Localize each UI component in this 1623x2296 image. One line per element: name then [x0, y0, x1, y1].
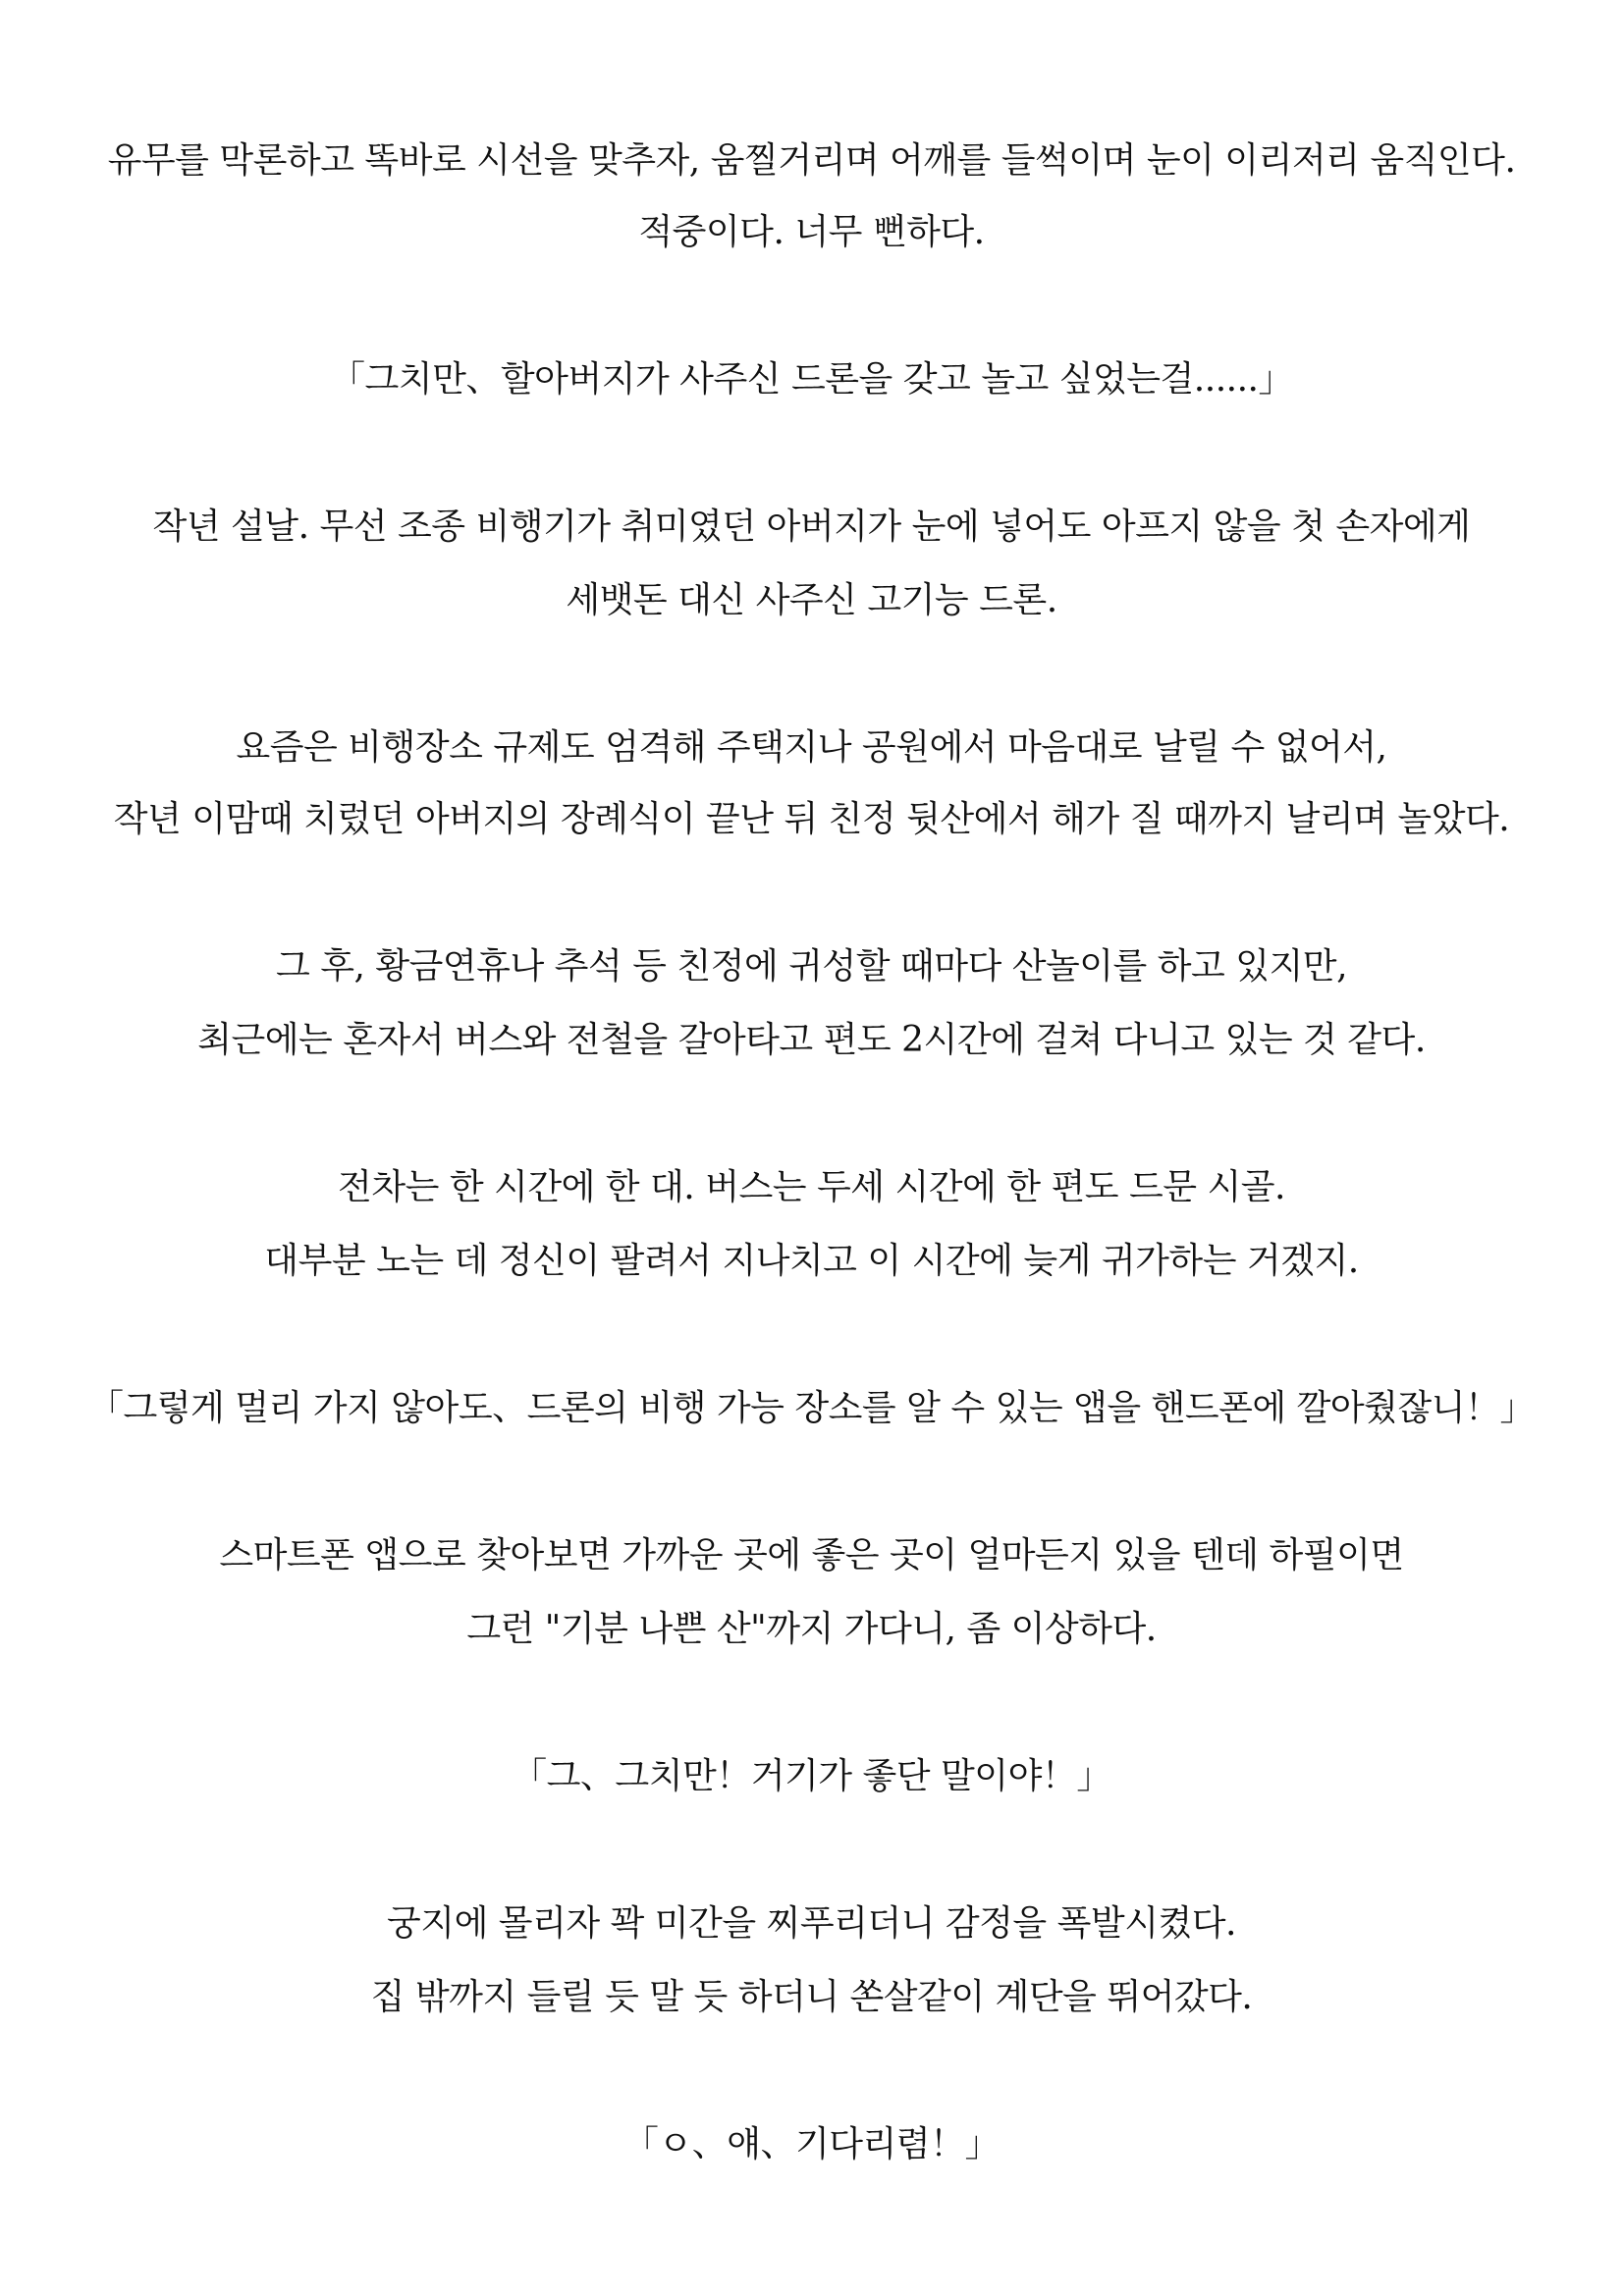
text-line: 대부분 노는 데 정신이 팔려서 지나치고 이 시간에 늦게 귀가하는 거겠지.	[264, 1241, 1359, 1281]
text-line: 집 밖까지 들릴 듯 말 듯 하더니 쏜살같이 계단을 뛰어갔다.	[370, 1977, 1253, 2017]
text-line: 유무를 막론하고 똑바로 시선을 맞추자, 움찔거리며 어깨를 들썩이며 눈이 이리저리 움직인다.	[107, 140, 1516, 181]
text-line: 그런 "기분 나쁜 산"까지 가다니, 좀 이상하다.	[466, 1609, 1157, 1649]
text-line: 스마트폰 앱으로 찾아보면 가까운 곳에 좋은 곳이 얼마든지 있을 텐데 하필이면	[219, 1535, 1404, 1575]
dialogue-line: 「그렇게 멀리 가지 않아도、드론의 비행 가능 장소를 알 수 있는 앱을 핸드폰에 깔아줬잖니！」	[88, 1388, 1535, 1428]
dialogue-line: 「그、그치만！거기가 좋단 말이야！」	[512, 1756, 1111, 1796]
text-line: 적중이다. 너무 뻔하다.	[638, 212, 985, 252]
dialogue-line: 「ㅇ、얘、기다리렴！」	[622, 2124, 1001, 2164]
text-line: 궁지에 몰리자 꽉 미간을 찌푸리더니 감정을 폭발시켰다.	[387, 1903, 1236, 1944]
text-line: 전차는 한 시간에 한 대. 버스는 두세 시간에 한 편도 드문 시골.	[338, 1167, 1285, 1207]
text-line: 그 후, 황금연휴나 추석 등 친정에 귀성할 때마다 산놀이를 하고 있지만,	[275, 946, 1348, 987]
text-line: 작년 설날. 무선 조종 비행기가 취미였던 아버지가 눈에 넣어도 아프지 않을 첫 손자에게	[152, 507, 1471, 547]
text-line: 세뱃돈 대신 사주신 고기능 드론.	[566, 580, 1057, 620]
dialogue-line: 「그치만、할아버지가 사주신 드론을 갖고 놀고 싶었는걸......」	[330, 359, 1293, 400]
text-line: 작년 이맘때 치렀던 아버지의 장례식이 끝난 뒤 친정 뒷산에서 해가 질 때까지 날리며 놀았다.	[113, 799, 1510, 839]
text-line: 최근에는 혼자서 버스와 전철을 갈아타고 편도 2시간에 걸쳐 다니고 있는 것 같다.	[197, 1020, 1426, 1060]
text-line: 요즘은 비행장소 규제도 엄격해 주택지나 공원에서 마음대로 날릴 수 없어서,	[236, 727, 1387, 768]
